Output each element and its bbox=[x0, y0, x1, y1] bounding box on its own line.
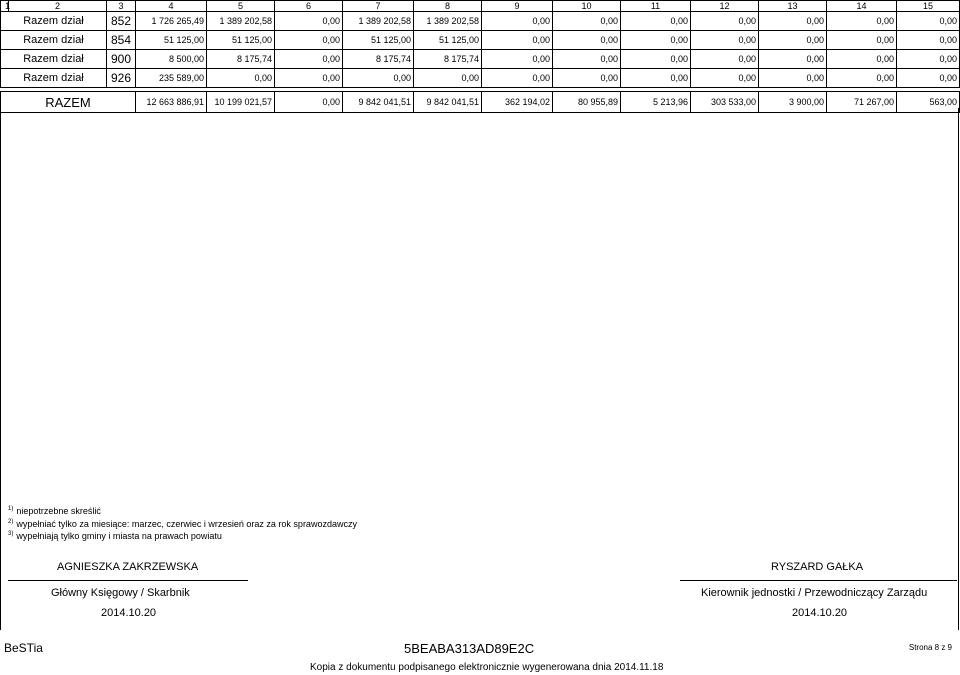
cell: 51 125,00 bbox=[343, 31, 414, 50]
cell: 0,00 bbox=[827, 50, 897, 69]
frame-border-left bbox=[0, 108, 1, 630]
cell: 0,00 bbox=[759, 12, 827, 31]
cell: 0,00 bbox=[275, 69, 343, 88]
column-header: 5 bbox=[207, 1, 275, 12]
row-code: 926 bbox=[107, 69, 136, 88]
table-row bbox=[1, 31, 960, 50]
frame-border-right bbox=[958, 108, 959, 630]
total-label: RAZEM bbox=[1, 92, 136, 113]
cell: 8 175,74 bbox=[414, 50, 482, 69]
signatory-right-date: 2014.10.20 bbox=[792, 607, 848, 619]
cell: 0,00 bbox=[897, 50, 960, 69]
footnote: $^{2)}$ wypełniać tylko za miesiące: marzec, czerwiec i wrzesień oraz za rok sprawozdawczy bbox=[8, 518, 357, 529]
signature-line-right bbox=[680, 580, 957, 581]
row-label: Razem dział bbox=[1, 50, 107, 69]
cell: 0,00 bbox=[482, 50, 553, 69]
cell: 0,00 bbox=[621, 12, 691, 31]
cell: 51 125,00 bbox=[414, 31, 482, 50]
cell: 0,00 bbox=[553, 69, 621, 88]
cell: 235 589,00 bbox=[136, 69, 207, 88]
total-cell: 563,00 bbox=[897, 92, 960, 113]
cell: 1 389 202,58 bbox=[207, 12, 275, 31]
signatory-left-role: Główny Księgowy / Skarbnik bbox=[51, 587, 190, 599]
cell: 0,00 bbox=[691, 50, 759, 69]
footnotes bbox=[8, 504, 357, 542]
total-cell: 362 194,02 bbox=[482, 92, 553, 113]
total-cell: 9 842 041,51 bbox=[414, 92, 482, 113]
cell: 51 125,00 bbox=[136, 31, 207, 50]
cell: 8 175,74 bbox=[343, 50, 414, 69]
cell: 0,00 bbox=[691, 69, 759, 88]
row-label: Razem dział bbox=[1, 31, 107, 50]
cell: 0,00 bbox=[621, 69, 691, 88]
cell: 0,00 bbox=[621, 50, 691, 69]
cell: 0,00 bbox=[897, 69, 960, 88]
cell: 0,00 bbox=[482, 69, 553, 88]
cell: 1 389 202,58 bbox=[343, 12, 414, 31]
cell: 0,00 bbox=[553, 50, 621, 69]
row-code: 852 bbox=[107, 12, 136, 31]
column-header-row bbox=[1, 1, 960, 12]
footnote: $^{1)}$ niepotrzebne skreślić bbox=[8, 506, 101, 516]
column-header: 1 bbox=[1, 1, 9, 12]
footer-document-code: 5BEABA313AD89E2C bbox=[404, 641, 535, 656]
column-header: 8 bbox=[414, 1, 482, 12]
cell: 51 125,00 bbox=[207, 31, 275, 50]
cell: 8 175,74 bbox=[207, 50, 275, 69]
signatory-right-name: RYSZARD GAŁKA bbox=[771, 561, 864, 573]
cell: 0,00 bbox=[553, 31, 621, 50]
cell: 1 726 265,49 bbox=[136, 12, 207, 31]
total-cell: 12 663 886,91 bbox=[136, 92, 207, 113]
total-cell: 71 267,00 bbox=[827, 92, 897, 113]
cell: 0,00 bbox=[343, 69, 414, 88]
cell: 0,00 bbox=[482, 31, 553, 50]
cell: 0,00 bbox=[275, 31, 343, 50]
cell: 0,00 bbox=[275, 12, 343, 31]
column-header: 14 bbox=[827, 1, 897, 12]
cell: 0,00 bbox=[827, 12, 897, 31]
column-header: 7 bbox=[343, 1, 414, 12]
footer-page-number: Strona 8 z 9 bbox=[908, 643, 952, 652]
cell: 8 500,00 bbox=[136, 50, 207, 69]
cell: 0,00 bbox=[827, 31, 897, 50]
total-row bbox=[1, 92, 960, 113]
signatory-right-role: Kierownik jednostki / Przewodniczący Zarządu bbox=[701, 587, 928, 599]
table-row bbox=[1, 12, 960, 31]
row-code: 900 bbox=[107, 50, 136, 69]
row-label: Razem dział bbox=[1, 69, 107, 88]
column-header: 2 bbox=[9, 1, 107, 12]
signatory-left-name: AGNIESZKA ZAKRZEWSKA bbox=[57, 561, 199, 573]
footnote: $^{3)}$ wypełniają tylko gminy i miasta na prawach powiatu bbox=[8, 531, 222, 541]
total-cell: 0,00 bbox=[275, 92, 343, 113]
table-row bbox=[1, 69, 960, 88]
cell: 0,00 bbox=[827, 69, 897, 88]
column-header: 13 bbox=[759, 1, 827, 12]
cell: 0,00 bbox=[897, 31, 960, 50]
total-cell: 3 900,00 bbox=[759, 92, 827, 113]
cell: 0,00 bbox=[482, 12, 553, 31]
cell: 0,00 bbox=[759, 31, 827, 50]
table-row bbox=[1, 50, 960, 69]
column-header: 12 bbox=[691, 1, 759, 12]
data-table bbox=[0, 0, 960, 113]
total-cell: 9 842 041,51 bbox=[343, 92, 414, 113]
cell: 0,00 bbox=[691, 12, 759, 31]
column-header: 9 bbox=[482, 1, 553, 12]
cell: 0,00 bbox=[759, 69, 827, 88]
cell: 0,00 bbox=[759, 50, 827, 69]
row-code: 854 bbox=[107, 31, 136, 50]
cell: 0,00 bbox=[207, 69, 275, 88]
total-cell: 80 955,89 bbox=[553, 92, 621, 113]
total-cell: 5 213,96 bbox=[621, 92, 691, 113]
total-cell: 10 199 021,57 bbox=[207, 92, 275, 113]
column-header: 10 bbox=[553, 1, 621, 12]
cell: 0,00 bbox=[275, 50, 343, 69]
cell: 0,00 bbox=[414, 69, 482, 88]
column-header: 15 bbox=[897, 1, 960, 12]
footer-copy-notice: Kopia z dokumentu podpisanego elektronicznie wygenerowana dnia 2014.11.18 bbox=[310, 662, 664, 673]
column-header: 4 bbox=[136, 1, 207, 12]
cell: 0,00 bbox=[897, 12, 960, 31]
cell: 0,00 bbox=[691, 31, 759, 50]
column-header: 6 bbox=[275, 1, 343, 12]
row-label: Razem dział bbox=[1, 12, 107, 31]
column-header: 3 bbox=[107, 1, 136, 12]
column-header: 11 bbox=[621, 1, 691, 12]
cell: 1 389 202,58 bbox=[414, 12, 482, 31]
total-cell: 303 533,00 bbox=[691, 92, 759, 113]
signature-line-left bbox=[8, 580, 248, 581]
footer-app-name: BeSTia bbox=[4, 641, 43, 655]
cell: 0,00 bbox=[621, 31, 691, 50]
signatory-left-date: 2014.10.20 bbox=[101, 607, 157, 619]
cell: 0,00 bbox=[553, 12, 621, 31]
